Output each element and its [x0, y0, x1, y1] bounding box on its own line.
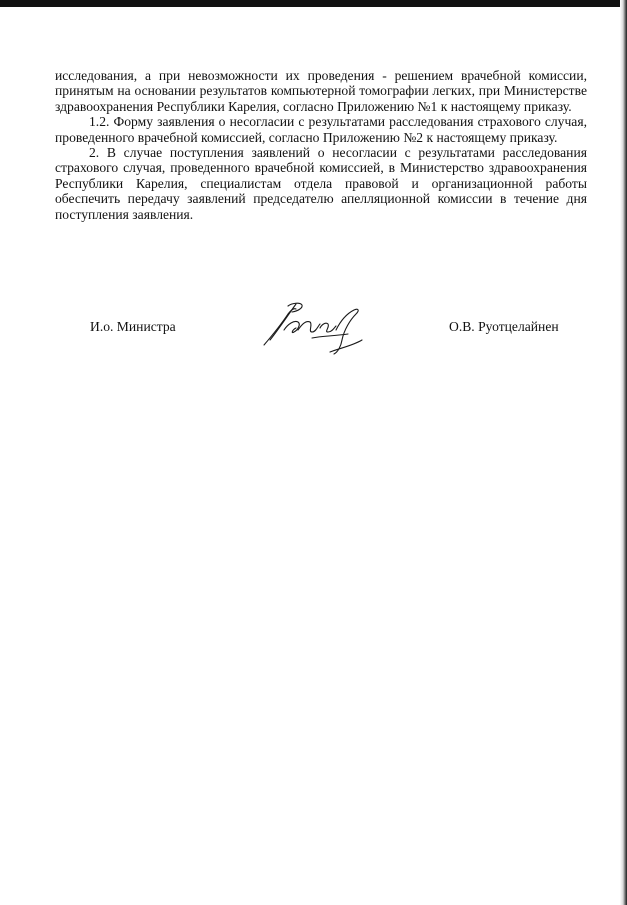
paragraph-item-1-2: 1.2. Форму заявления о несогласии с результатами расследования страхового случая, проведенного врачебной комиссией, согласно Приложению №2 к настоящему приказу. [55, 114, 587, 145]
scan-right-edge [620, 0, 627, 905]
paragraph-item-2: 2. В случае поступления заявлений о несогласии с результатами расследования страхового случая, проведенного врачебной комиссией, в Министерство здравоохранения Республики Карелия, специалистам отдела правовой и организационной работы обеспечить передачу заявлений председателю апелляционной комиссии в течение дня поступления заявления. [55, 145, 587, 222]
signatory-title: И.о. Министра [90, 319, 176, 334]
signatory-name: О.В. Руотцелайнен [449, 319, 559, 334]
handwritten-signature [258, 300, 378, 358]
document-body [55, 68, 587, 222]
scan-top-edge [0, 0, 627, 7]
signature-block [0, 300, 627, 370]
paragraph-continuation: исследования, а при невозможности их проведения - решением врачебной комиссии, принятым на основании результатов компьютерной томографии легких, при Министерстве здравоохранения Республики Карелия, согласно Приложению №1 к настоящему приказу. [55, 68, 587, 114]
